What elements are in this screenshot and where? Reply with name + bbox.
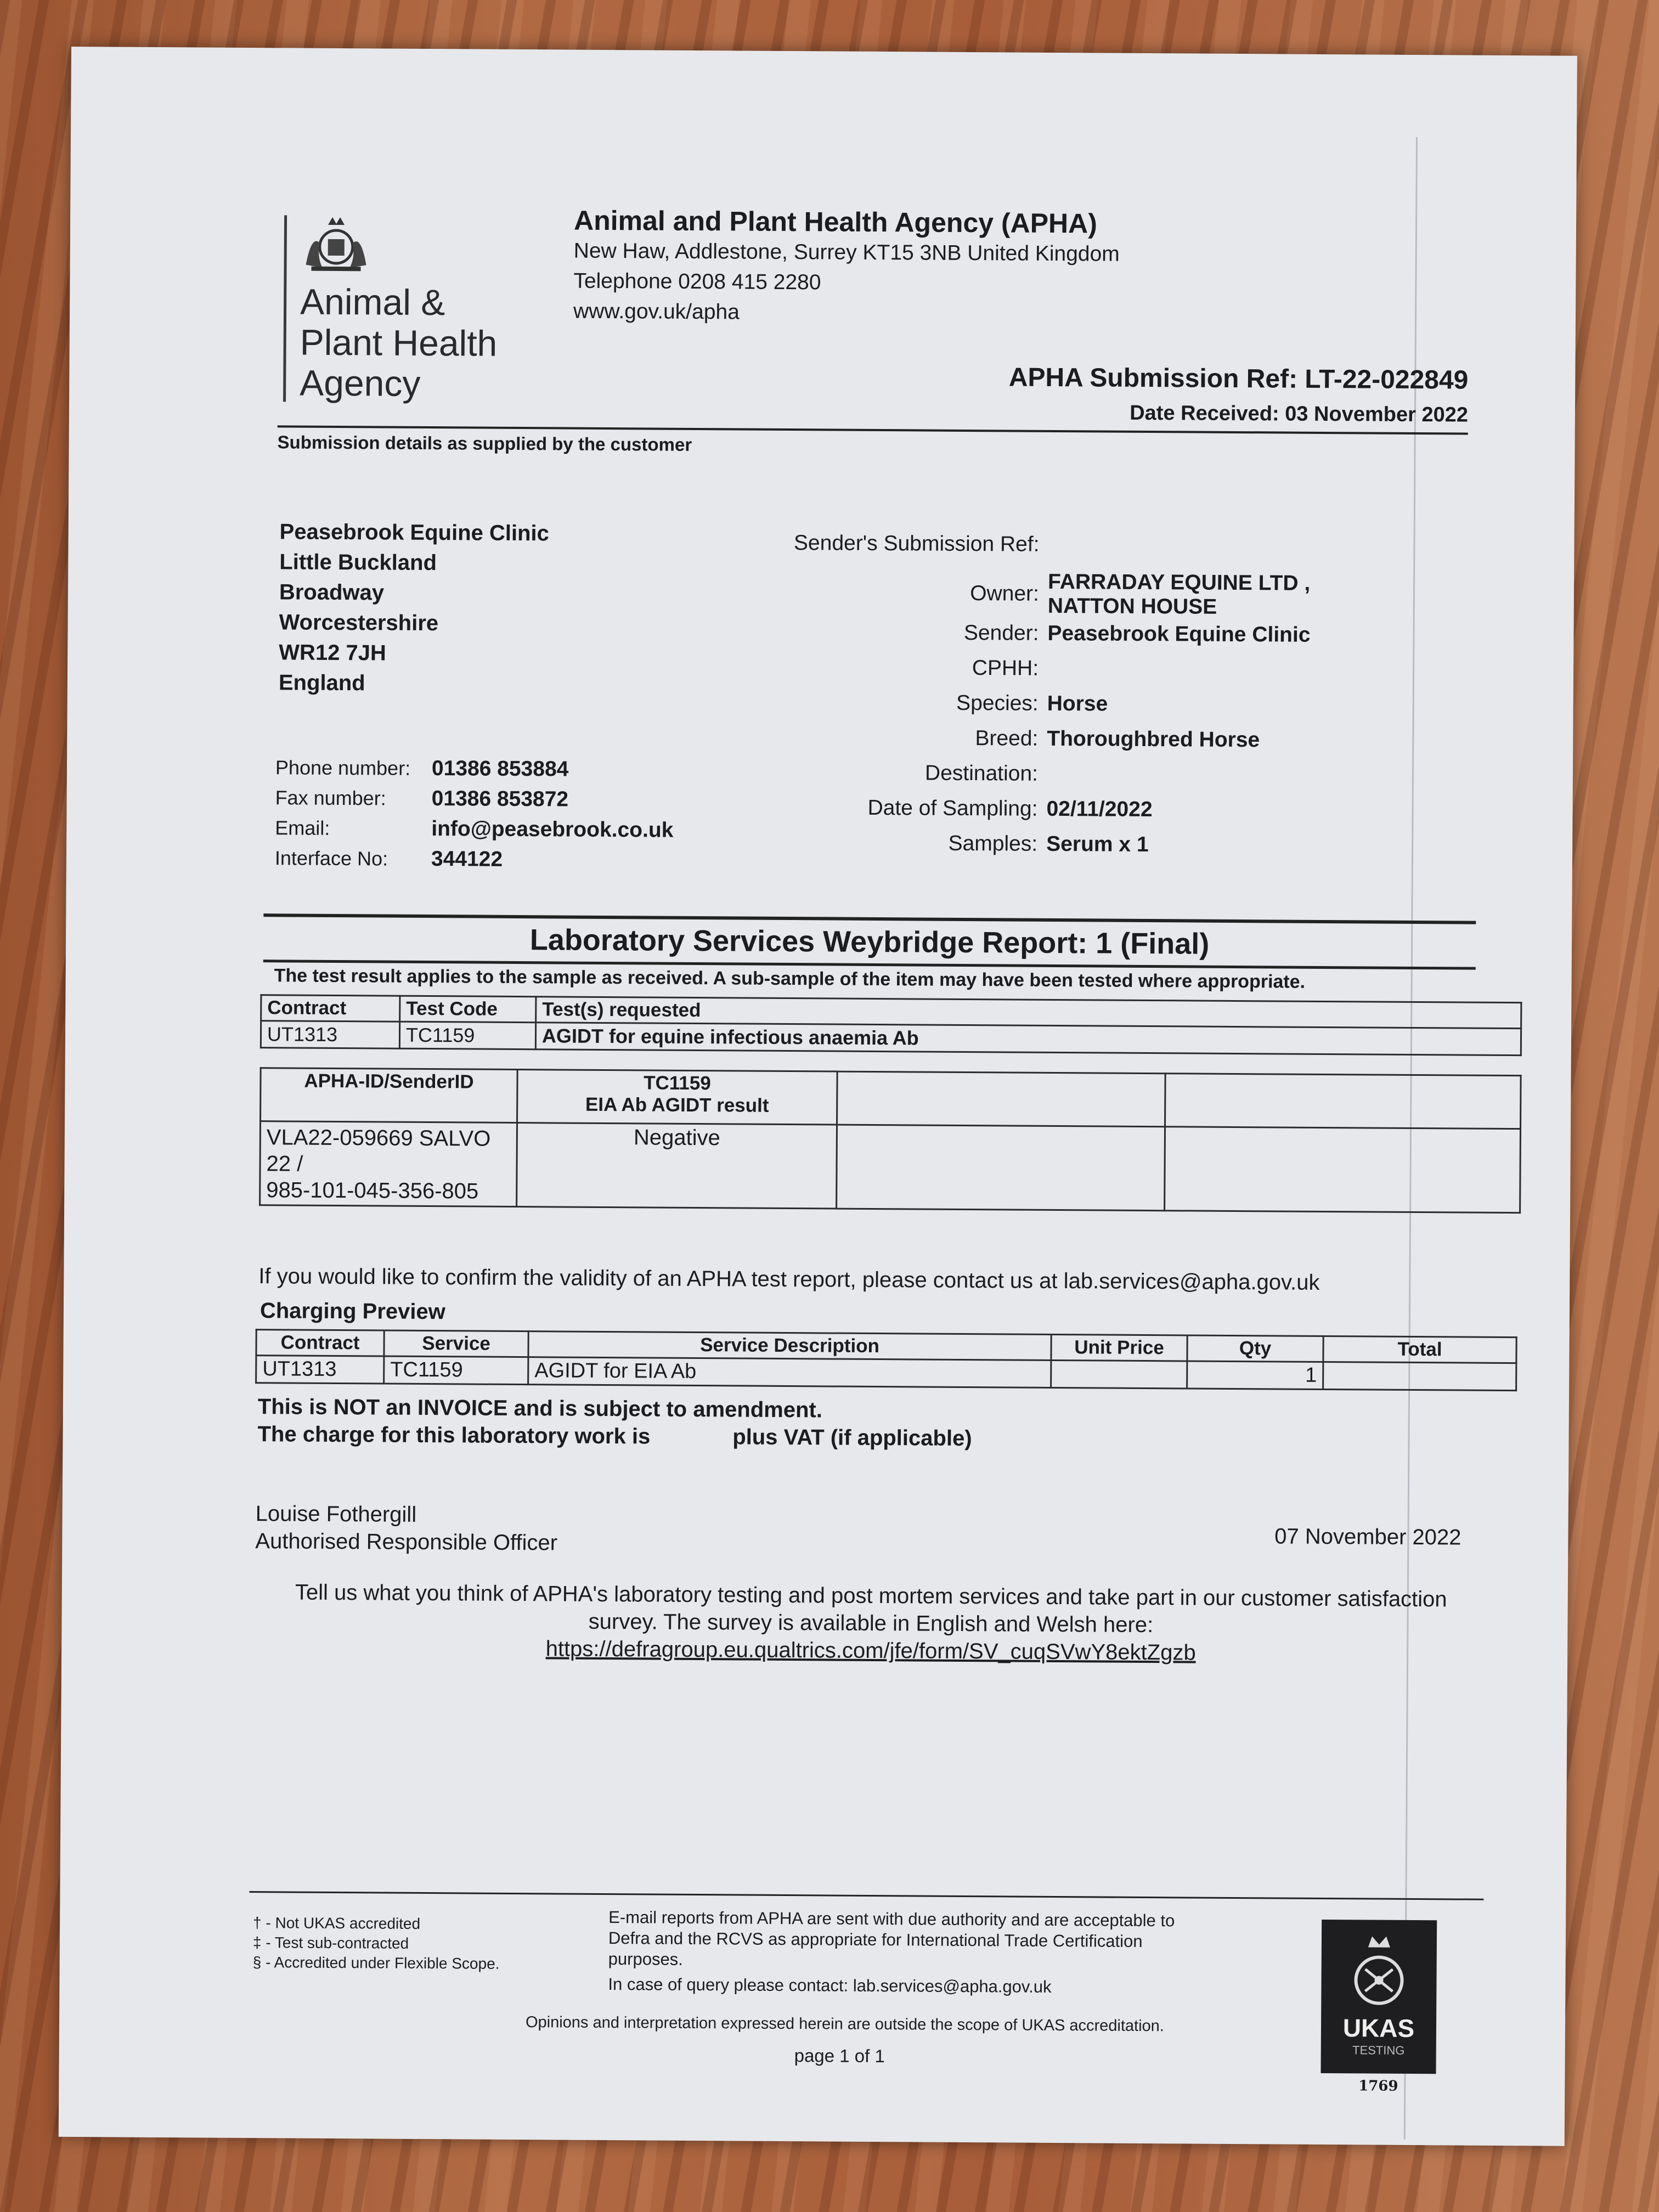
royal-crest-icon: [300, 213, 372, 274]
survey-line: Tell us what you think of APHA's laboratory testing and post mortem services and take part in our customer satisfaction: [295, 1580, 1447, 1612]
footer-opinions: Opinions and interpretation expressed herein are outside the scope of UKAS accreditation.: [525, 2013, 1165, 2035]
detail-value: 02/11/2022: [1046, 797, 1153, 822]
logo-line: Plant Health: [300, 321, 498, 364]
table-header: Service Description: [528, 1331, 1051, 1361]
sample-id-cell: [260, 1121, 517, 1207]
tests-table: [260, 994, 1522, 1056]
detail-label: Sender:: [963, 620, 1039, 645]
detail-label: CPHH:: [972, 656, 1039, 680]
charge-line: [257, 1422, 972, 1451]
charging-title: Charging Preview: [259, 1299, 445, 1324]
charge-prefix: The charge for this laboratory work is: [257, 1422, 651, 1449]
address-line: Peasebrook Equine Clinic: [279, 520, 549, 546]
legend-line: ‡ - Test sub-contracted: [252, 1934, 409, 1952]
sample-id-line: VLA22-059669 SALVO: [266, 1125, 491, 1151]
email-note-line: E-mail reports from APHA are sent with due authority and are acceptable to: [608, 1908, 1175, 1931]
contact-value: 01386 853872: [431, 787, 569, 811]
table-header-test: [517, 1070, 838, 1125]
address-line: Worcestershire: [279, 610, 439, 636]
contact-value: 344122: [431, 847, 503, 871]
legend-line: † - Not UKAS accredited: [253, 1914, 421, 1932]
table-cell: AGIDT for equine infectious anaemia Ab: [535, 1023, 1521, 1056]
contact-value: 01386 853884: [431, 757, 569, 781]
ukas-sub: TESTING: [1352, 2043, 1405, 2057]
table-header-row: [261, 1068, 1521, 1129]
survey-link[interactable]: https://defragroup.eu.qualtrics.com/jfe/form/SV_cuqSVwY8ektZgzb: [545, 1637, 1196, 1665]
table-cell: [1051, 1360, 1187, 1389]
agency-website[interactable]: www.gov.uk/apha: [573, 299, 740, 324]
contact-label: Phone number:: [275, 756, 411, 780]
ukas-badge: [1321, 1920, 1437, 2074]
table-cell-empty: [837, 1125, 1165, 1211]
agency-address: New Haw, Addlestone, Surrey KT15 3NB United Kingdom: [573, 239, 1120, 266]
table-cell-empty: [1165, 1127, 1521, 1213]
table-cell: TC1159: [384, 1356, 528, 1385]
detail-value: FARRADAY EQUINE LTD , NATTON HOUSE: [1047, 569, 1311, 619]
agency-telephone: Telephone 0208 415 2280: [573, 269, 821, 295]
sample-id-line: 985-101-045-356-805: [266, 1178, 479, 1204]
footer-query: In case of query please contact: lab.services@apha.gov.uk: [608, 1974, 1052, 1996]
survey-block: [248, 1578, 1494, 1668]
email-note-line: purposes.: [608, 1949, 683, 1969]
ukas-number: 1769: [1358, 2078, 1398, 2095]
ukas-label: UKAS: [1342, 2013, 1415, 2043]
table-header: Qty: [1187, 1335, 1323, 1362]
table-header: Service: [384, 1330, 528, 1357]
table-header-empty: [1165, 1074, 1521, 1129]
table-header: Test(s) requested: [536, 997, 1521, 1029]
signoff-name: Louise Fothergill: [255, 1502, 417, 1527]
agency-name: Animal and Plant Health Agency (APHA): [573, 205, 1098, 239]
address-line: Little Buckland: [279, 550, 437, 575]
detail-label: Breed:: [975, 726, 1039, 751]
ukas-crown-icon: [1343, 1931, 1415, 2008]
customer-contacts: [275, 755, 674, 878]
section-title: Submission details as supplied by the customer: [277, 432, 692, 455]
detail-label: Species:: [956, 691, 1039, 715]
signoff-date: 07 November 2022: [1274, 1524, 1462, 1550]
table-header: APHA-ID/SenderID: [261, 1068, 518, 1123]
table-header: Total: [1323, 1336, 1516, 1363]
detail-value: Peasebrook Equine Clinic: [1047, 621, 1311, 647]
report-note: The test result applies to the sample as received. A sub-sample of the item may have been tested where appropriate.: [274, 965, 1306, 992]
contact-label: Fax number:: [275, 786, 386, 810]
contact-label: Email:: [275, 816, 330, 839]
table-cell: TC1159: [399, 1022, 535, 1049]
email-note-line: Defra and the RCVS as appropriate for International Trade Certification: [608, 1928, 1143, 1951]
logo-wordmark: [300, 281, 498, 404]
report-paper: [59, 47, 1577, 2146]
submission-ref: APHA Submission Ref: LT-22-022849: [1008, 363, 1469, 395]
contact-label: Interface No:: [274, 847, 388, 870]
result-cell: Negative: [517, 1123, 837, 1209]
footer-rule: [249, 1891, 1483, 1900]
test-name-header: EIA Ab AGIDT result: [585, 1093, 769, 1116]
detail-label: Samples:: [948, 831, 1038, 856]
survey-line: survey. The survey is available in English and Welsh here:: [588, 1609, 1154, 1638]
logo-divider: [283, 215, 287, 402]
detail-label: Owner:: [970, 582, 1040, 606]
not-invoice-note: This is NOT an INVOICE and is subject to amendment.: [257, 1395, 823, 1423]
footer-legend: [253, 1913, 500, 1974]
logo-line: Agency: [300, 362, 421, 404]
table-header: Test Code: [400, 996, 536, 1023]
table-cell: [1323, 1362, 1516, 1390]
address-line: England: [278, 670, 365, 696]
date-received: Date Received: 03 November 2022: [1130, 401, 1469, 427]
logo-line: Animal &: [300, 281, 445, 323]
detail-label: Sender's Submission Ref:: [793, 531, 1040, 556]
detail-label: Date of Sampling:: [867, 795, 1038, 821]
table-header-empty: [837, 1071, 1166, 1127]
table-header: Contract: [261, 995, 400, 1022]
address-line: Broadway: [279, 580, 385, 605]
footer-email-note: [608, 1907, 1175, 1998]
charging-table: [255, 1329, 1517, 1391]
charge-suffix: plus VAT (if applicable): [732, 1425, 972, 1451]
detail-label: Destination:: [924, 761, 1039, 786]
contact-value[interactable]: info@peasebrook.co.uk: [431, 817, 674, 842]
address-line: WR12 7JH: [279, 640, 387, 665]
table-cell: UT1313: [256, 1356, 384, 1384]
test-code-header: TC1159: [644, 1072, 711, 1094]
validity-note: If you would like to confirm the validity of an APHA test report, please contact us at lab.services@apha.gov.uk: [258, 1264, 1320, 1295]
table-header: Unit Price: [1051, 1334, 1187, 1361]
detail-value: Serum x 1: [1046, 832, 1149, 857]
submission-details: [763, 531, 1311, 869]
table-cell: AGIDT for EIA Ab: [528, 1357, 1051, 1388]
sample-id-line: 22 /: [266, 1152, 303, 1176]
table-cell: UT1313: [261, 1021, 399, 1049]
table-header: Contract: [256, 1330, 384, 1356]
footer-page: page 1 of 1: [794, 2045, 885, 2067]
detail-value: Horse: [1047, 691, 1108, 716]
signoff-role: Authorised Responsible Officer: [255, 1529, 558, 1555]
customer-address: [279, 517, 549, 699]
detail-value: Thoroughbred Horse: [1047, 726, 1260, 752]
legend-line: § - Accredited under Flexible Scope.: [252, 1954, 500, 1972]
report-title: Laboratory Services Weybridge Report: 1 (Final): [529, 923, 1210, 961]
table-cell: 1: [1187, 1361, 1323, 1390]
table-row: [260, 1121, 1521, 1213]
results-table: [259, 1067, 1522, 1214]
